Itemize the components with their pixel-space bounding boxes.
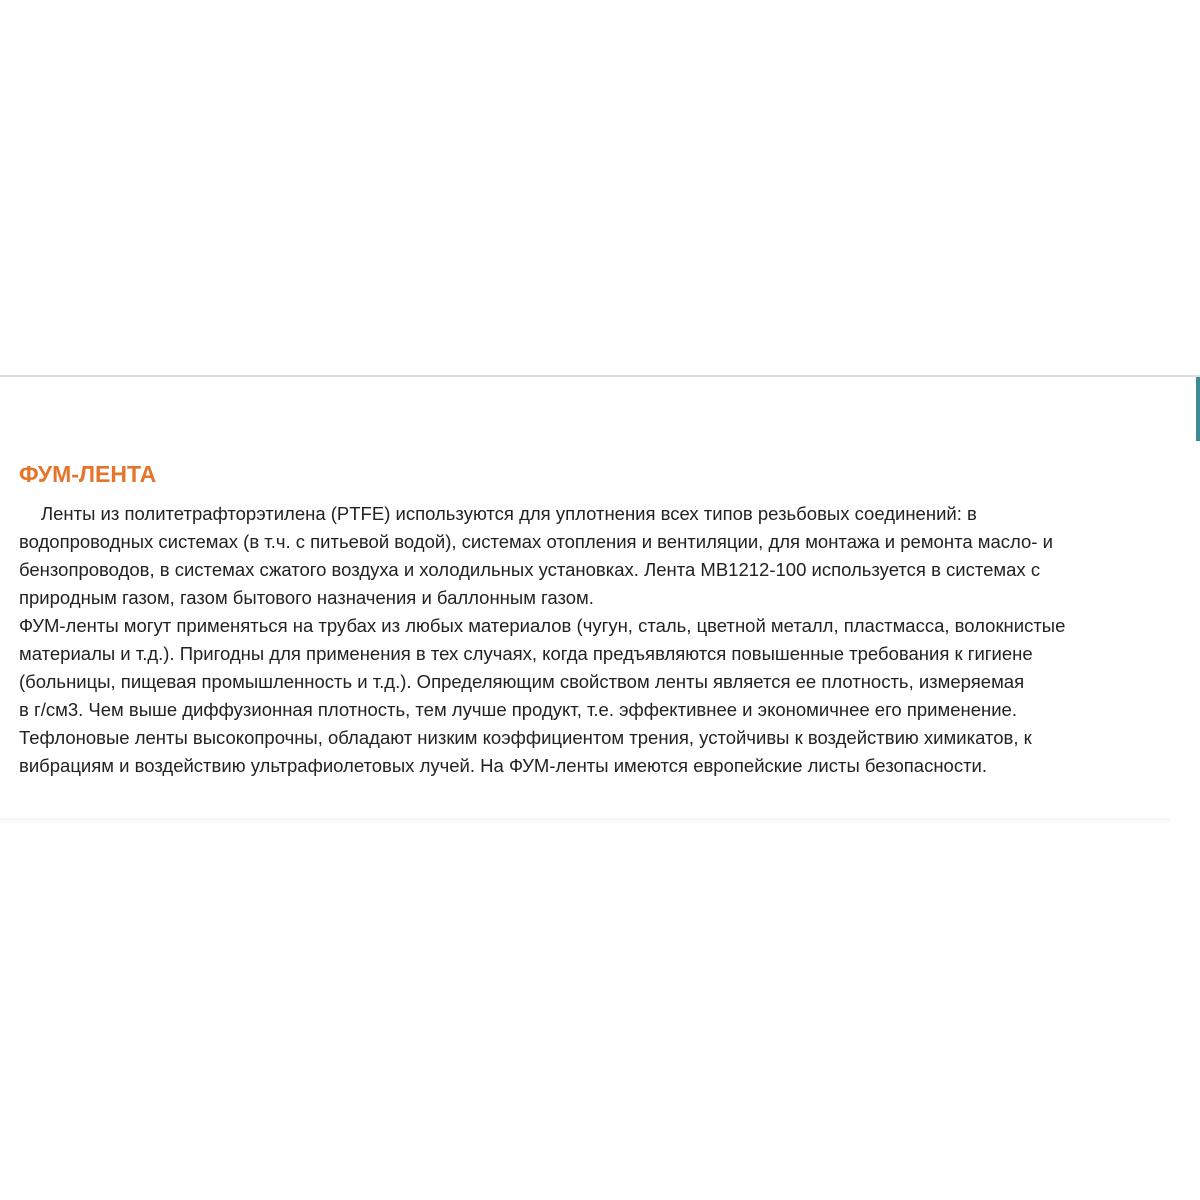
body-line: материалы и т.д.). Пригодны для применения в тех случаях, когда предъявляются повышенные требования к гигиене: [19, 643, 1033, 664]
top-divider: [0, 375, 1200, 377]
scrollbar-edge: [1196, 377, 1200, 441]
article: [19, 458, 1200, 780]
body-line: ФУМ-ленты могут применяться на трубах из любых материалов (чугун, сталь, цветной металл, пластмасса, волокнистые: [19, 615, 1066, 636]
article-body: [19, 500, 1200, 780]
body-line: вибрациям и воздействию ультрафиолетовых лучей. На ФУМ-ленты имеются европейские листы безопасности.: [19, 755, 988, 776]
article-title: ФУМ-ЛЕНТА: [19, 461, 157, 487]
bottom-divider: [0, 818, 1170, 824]
body-line: природным газом, газом бытового назначения и баллонным газом.: [19, 587, 594, 608]
body-line: (больницы, пищевая промышленность и т.д.). Определяющим свойством ленты является ее плотность, измеряемая: [19, 671, 1025, 692]
body-line: бензопроводов, в системах сжатого воздуха и холодильных установках. Лента МВ1212-100 используется в системах с: [19, 559, 1041, 580]
body-line: водопроводных системах (в т.ч. с питьевой водой), системах отопления и вентиляции, для монтажа и ремонта масло- и: [19, 531, 1053, 552]
body-line: Ленты из политетрафторэтилена (PTFE) используются для уплотнения всех типов резьбовых соединений: в: [41, 503, 977, 524]
body-line: Тефлоновые ленты высокопрочны, обладают низким коэффициентом трения, устойчивы к воздействию химикатов, к: [19, 727, 1032, 748]
body-line: в г/см3. Чем выше диффузионная плотность, тем лучше продукт, т.е. эффективнее и экономичнее его применение.: [19, 699, 1017, 720]
